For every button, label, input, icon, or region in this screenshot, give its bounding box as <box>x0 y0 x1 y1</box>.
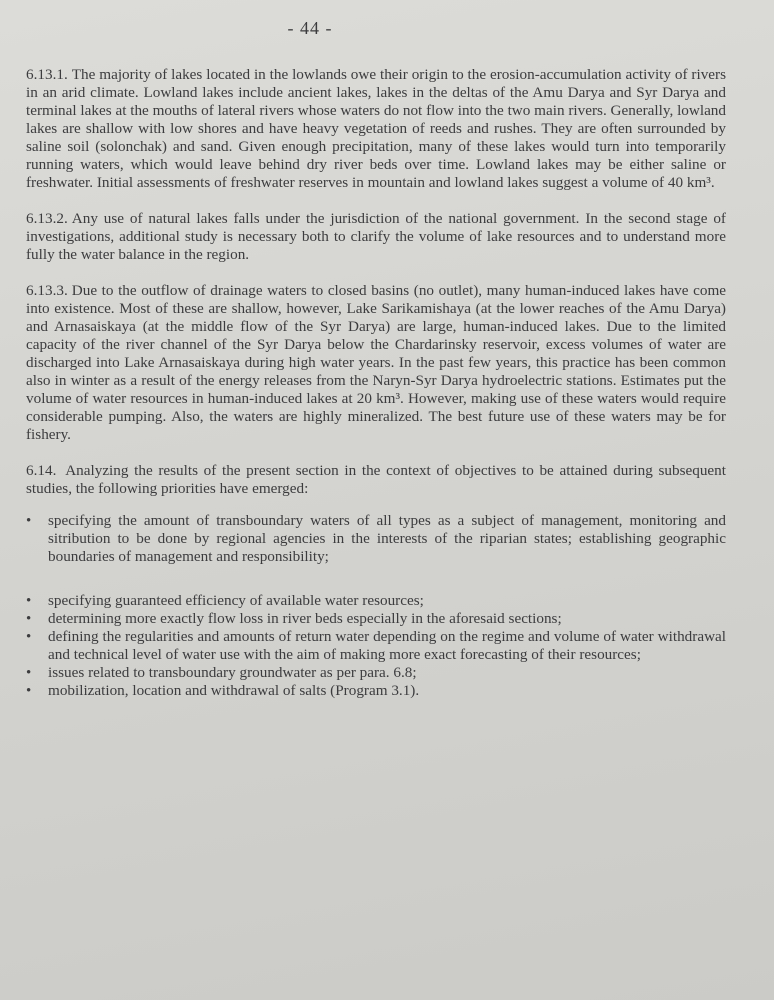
paragraph-text: The majority of lakes located in the lowlands owe their origin to the erosion-accumulation activity of rivers in an arid climate. Lowland lakes include ancient lakes, lakes in the deltas of the Amu Darya and Syr Darya and terminal lakes at the mouths of lateral rivers whose waters do not flow into the two main rivers. Generally, lowland lakes are shallow with low shores and have heavy vegetation of reeds and rushes. They are often surrounded by saline soil (solonchak) and sand. Given enough precipitation, many of these lakes would turn into temporarily running waters, which would leave behind dry river beds over time. Lowland lakes may be either saline or freshwater. Initial assessments of freshwater reserves in mountain and lowland lakes suggest a volume of 40 km³. <box>26 66 726 191</box>
list-item: • specifying guaranteed efficiency of available water resources; <box>26 592 726 610</box>
document-body <box>26 66 726 712</box>
paragraph-6-13-2 <box>26 210 726 264</box>
paragraph-text: Analyzing the results of the present section in the context of objectives to be attained during subsequent studies, the following priorities have emerged: <box>26 462 726 497</box>
paragraph-6-14 <box>26 462 726 498</box>
list-item: • mobilization, location and withdrawal of salts (Program 3.1). <box>26 682 726 700</box>
paragraph-number: 6.13.3. <box>26 282 68 299</box>
list-item: • issues related to transboundary groundwater as per para. 6.8; <box>26 664 726 682</box>
list-item: • specifying the amount of transboundary waters of all types as a subject of management, monitoring and sitribution to be done by regional agencies in the interests of the riparian states; establishing geographic boundaries of management and responsibility; <box>26 512 726 566</box>
paragraph-6-13-3 <box>26 282 726 444</box>
paragraph-number: 6.13.2. <box>26 210 68 227</box>
paragraph-6-13-1 <box>26 66 726 192</box>
list-item: • determining more exactly flow loss in river beds especially in the aforesaid sections; <box>26 610 726 628</box>
page-number: - 44 - <box>287 18 333 38</box>
list-item: • defining the regularities and amounts of return water depending on the regime and volume of water withdrawal and technical level of water use with the aim of making more exact forecasting of their resources; <box>26 628 726 664</box>
paragraph-number: 6.14. <box>26 462 57 479</box>
priority-list-2 <box>26 592 726 700</box>
paragraph-number: 6.13.1. <box>26 66 68 83</box>
priority-list-1 <box>26 512 726 566</box>
paragraph-text: Due to the outflow of drainage waters to closed basins (no outlet), many human-induced lakes have come into existence. Most of these are shallow, however, Lake Sarikamishaya (at the lower reaches of the Amu Darya) and Arnasaiskaya (at the middle flow of the Syr Darya) are large, human-induced lakes. Due to the limited capacity of the river channel of the Syr Darya below the Chardarinsky reservoir, excess volumes of water are discharged into Lake Arnasaiskaya during high water years. In the past few years, this practice has been common also in winter as a result of the energy releases from the Naryn-Syr Darya hydroelectric stations. Estimates put the volume of water resources in human-induced lakes at 20 km³. However, making use of these waters would require considerable pumping. Also, the waters are highly mineralized. The best future use of these waters may be for fishery. <box>26 282 726 443</box>
paragraph-text: Any use of natural lakes falls under the jurisdiction of the national government. In the second stage of investigations, additional study is necessary both to clarify the volume of lake resources and to understand more fully the water balance in the region. <box>26 210 726 263</box>
